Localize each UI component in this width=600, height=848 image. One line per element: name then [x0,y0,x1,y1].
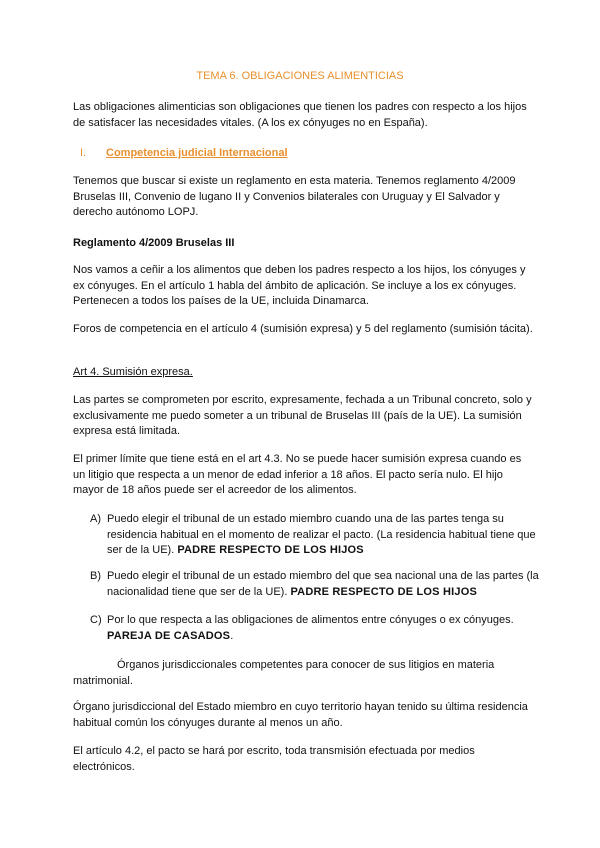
paragraph-partes: Las partes se comprometen por escrito, expresamente, fechada a un Tribunal concreto, solo y exclusivamente me puedo someter a un tribunal de Bruselas III (país de la UE). La sumisión expresa está limitada. [73,394,532,437]
section-heading [80,147,288,159]
heading-art4: Art 4. Sumisión expresa. [73,366,193,378]
list-item-label: A) [90,513,101,525]
paragraph-foros: Foros de competencia en el artículo 4 (sumisión expresa) y 5 del reglamento (sumisión tácita). [73,323,533,335]
list-item-text: Por lo que respecta a las obligaciones de alimentos entre cónyuges o ex cónyuges. [107,614,514,626]
section-number: I. [80,147,87,159]
paragraph-alimentos: Nos vamos a ceñir a los alimentos que deben los padres respecto a los hijos, los cónyuges y ex cónyuges. En el artículo 1 habla del ámbito de aplicación. Se incluye a los ex cónyuges. Pertenecen a todos los países de la UE, incluida Dinamarca. [73,264,526,307]
paragraph-organos: Órganos jurisdiccionales competentes para conocer de sus litigios en materia matrimonial. [73,659,495,687]
list-item [90,613,540,644]
heading-reglamento: Reglamento 4/2009 Bruselas III [73,237,235,249]
paragraph-limite: El primer límite que tiene está en el art 4.3. No se puede hacer sumisión expresa cuando es un litigio que respecta a un menor de edad inferior a 18 años. El pacto sería nulo. El hijo mayor de 18 años puede ser el acreedor de los alimentos. [73,453,522,496]
list-item-label: C) [90,614,102,626]
paragraph-articulo-4-2: El artículo 4.2, el pacto se hará por escrito, toda transmisión efectuada por medios electrónicos. [73,745,475,773]
list-item-emphasis: PADRE RESPECTO DE LOS HIJOS [290,585,477,598]
list-item-tail: . [230,629,234,642]
list-item-emphasis: PADRE RESPECTO DE LOS HIJOS [177,544,364,556]
list-item-text: Puedo elegir el tribunal de un estado miembro cuando una de las partes tenga su residencia habitual en el momento de realizar el pacto. (La residencia habitual tiene que ser de la UE). [107,513,536,556]
list-item [90,569,540,600]
intro-paragraph: Las obligaciones alimenticias son obligaciones que tienen los padres con respecto a los hijos de satisfacer las necesidades vitales. (A los ex cónyuges no en España). [73,101,527,129]
section-title: Competencia judicial Internacional [106,147,288,159]
list-item-label: B) [90,570,101,582]
paragraph-organo-estado: Órgano jurisdiccional del Estado miembro en cuyo territorio hayan tenido su última residencia habitual común los cónyuges durante al menos un año. [73,701,528,729]
list-item [90,512,540,559]
document-title: TEMA 6. OBLIGACIONES ALIMENTICIAS [196,70,404,82]
list-item-emphasis: PAREJA DE CASADOS [107,629,231,642]
paragraph-reglamentos: Tenemos que buscar si existe un reglamento en esta materia. Tenemos reglamento 4/2009 Bruselas III, Convenio de lugano II y Convenios bilaterales con Uruguay y El Salvador y derecho autónomo LOPJ. [73,175,516,218]
list-item-text: Puedo elegir el tribunal de un estado miembro del que sea nacional una de las partes (la nacionalidad tiene que ser de la UE). [107,570,539,598]
